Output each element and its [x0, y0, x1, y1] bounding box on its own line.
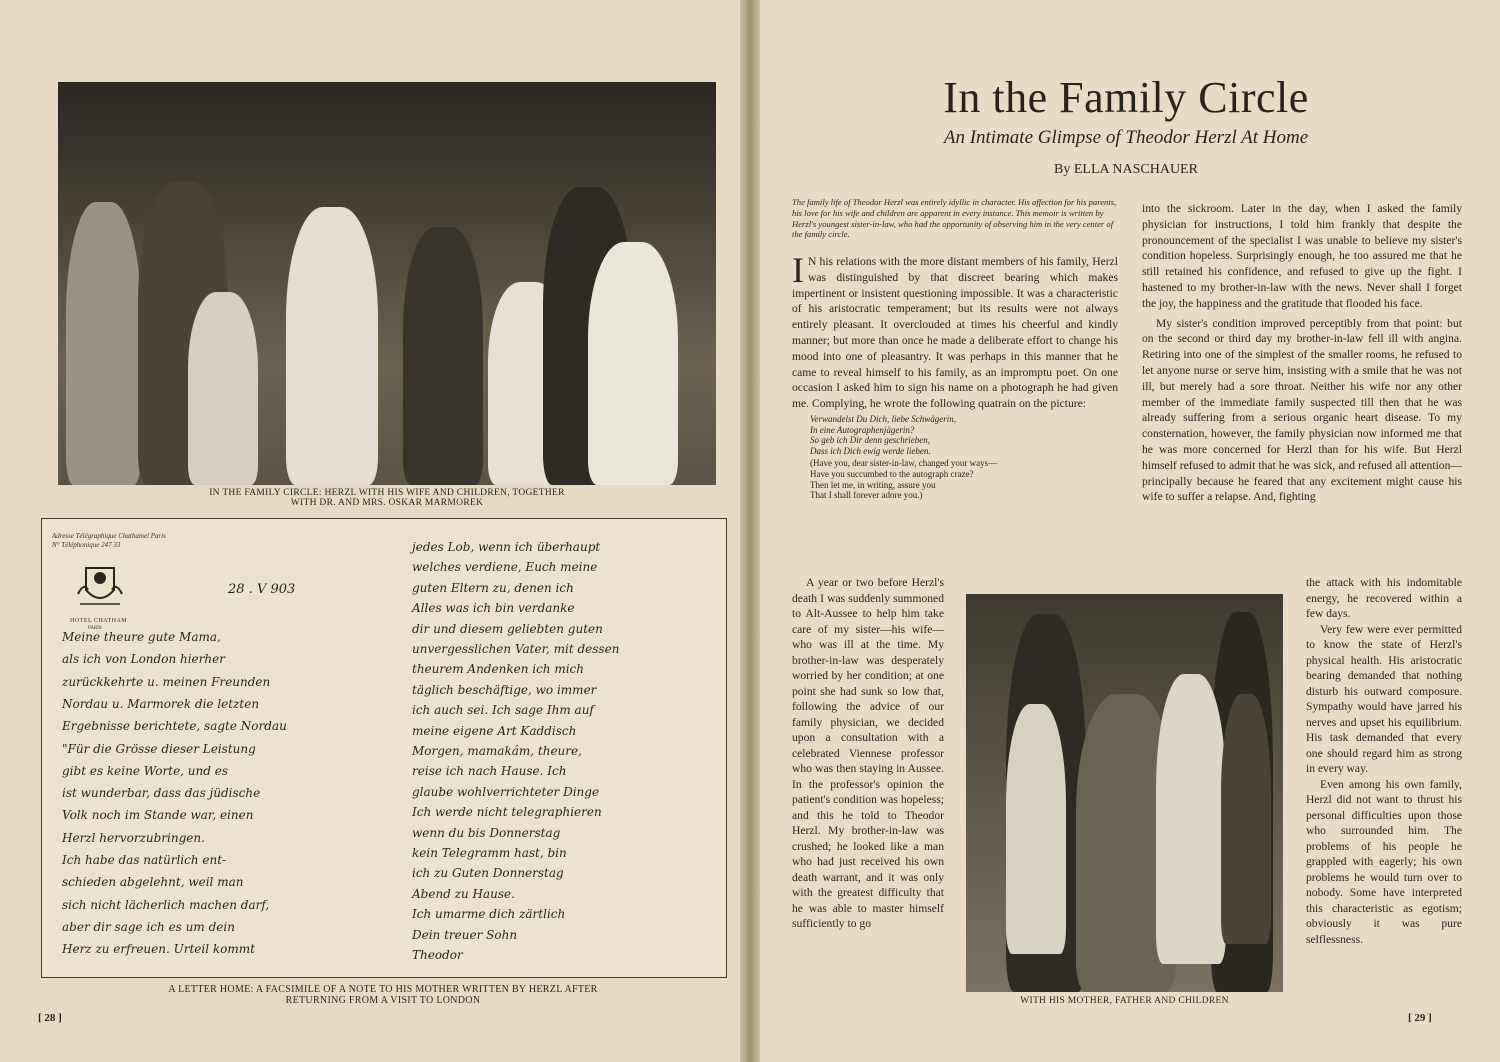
poem-de-line: Verwandelst Du Dich, liebe Schwägerin, — [810, 413, 956, 424]
letter-handwritten-line: Alles was ich bin verdanke — [412, 601, 575, 616]
letter-handwritten-line: unvergesslichen Vater, mit dessen — [412, 642, 620, 656]
alt-aussee-paragraph: A year or two before Herzl's death I was suddenly summoned to Alt-Aussee to help him take care of my sister—his wife—who was ill at the time. My brother-in-law was desperately worried by her condition; at one point she had sunk so low that, following the advice of our family physician, we decided upon a consultation with a celebrated Viennese professor who was then staying in Aussee. In the professor's opinion the patient's condition was hopeless; and this he told to Theodor Herzl. My brother-in-law was crushed; he looked like a man who had just received his own death warrant, and it was only with the greatest difficulty that he was able to master himself sufficiently to go — [792, 576, 944, 930]
letter-handwritten-line: täglich beschäftige, wo immer — [412, 682, 597, 697]
letter-handwritten-line: guten Eltern zu, denen ich — [412, 580, 574, 595]
left-page-number: [ 28 ] — [38, 1012, 62, 1024]
poem-en-line: (Have you, dear sister-in-law, changed your ways— — [810, 458, 998, 469]
poem-de-line: Dass ich Dich ewig werde lieben. — [810, 445, 931, 456]
letter-caption-line-2: RETURNING FROM A VISIT TO LONDON — [285, 995, 481, 1006]
article-column-1 — [792, 250, 1118, 501]
hotel-address-line: Adresse Télégraphique Chathamel Paris — [52, 532, 166, 540]
poem-english — [810, 458, 1118, 500]
family-photo-caption — [58, 488, 716, 508]
letter-handwritten-line: ich zu Guten Donnerstag — [412, 866, 564, 881]
letter-handwritten-line: dir und diesem geliebten guten — [412, 621, 603, 636]
hotel-phone-line: N° Téléphonique 247 33 — [52, 541, 121, 549]
letter-handwritten-line: Meine theure gute Mama, — [62, 630, 221, 644]
hotel-city: PARIS — [88, 626, 102, 631]
article-subtitle: An Intimate Glimpse of Theodor Herzl At Home — [943, 127, 1309, 148]
letter-caption-line-1: A LETTER HOME: A FACSIMILE OF A NOTE TO HIS MOTHER WRITTEN BY HERZL AFTER — [168, 984, 598, 995]
letter-handwritten-line: aber dir sage ich es um dein — [62, 919, 235, 934]
letter-handwritten-line: sich nicht lächerlich machen darf, — [62, 897, 270, 912]
sickroom-paragraph: into the sickroom. Later in the day, when I asked the family physician for instructions, I told him frankly that despite the pronouncement of the specialist I was unable to believe my sister's condition hopeless. Surprisingly enough, he too assured me that he still retained his confidence, and refused to give up the fight. I hastened to my brother-in-law with the news. Never shall I forget the joy, the happiness and the gratitude that flooded his face. — [1142, 202, 1462, 310]
letter-handwritten-line: glaube wohlverrichteter Dinge — [412, 784, 600, 799]
letter-caption — [41, 984, 725, 1006]
letter-handwritten-line: ich auch sei. Ich sage Ihm auf — [412, 703, 594, 718]
letter-handwritten-line: Ich umarme dich zärtlich — [412, 907, 566, 922]
letter-date: 28 . V 903 — [228, 582, 296, 597]
poem-en-line: Have you succumbed to the autograph craze? — [810, 468, 974, 479]
family-photo-caption-line-1: IN THE FAMILY CIRCLE: HERZL WITH HIS WIFE AND CHILDREN, TOGETHER — [209, 488, 565, 498]
family-circle-photo — [58, 82, 716, 485]
article-column-3 — [1306, 575, 1462, 947]
letter-handwritten-line: als ich von London hierher — [62, 652, 225, 667]
letter-handwritten-line: schieden abgelehnt, weil man — [62, 875, 244, 890]
hotel-crest-icon — [72, 560, 128, 614]
letter-handwritten-line: Dein treuer Sohn — [412, 927, 518, 942]
letter-handwritten-line: meine eigene Art Kaddisch — [412, 723, 577, 738]
poem-de-line: In eine Autographenjägerin? — [810, 424, 915, 435]
letter-handwritten-line: Ich werde nicht telegraphieren — [412, 805, 602, 820]
letter-handwritten-line: Abend zu Hause. — [412, 886, 515, 901]
article-intro: The family life of Theodor Herzl was entirely idyllic in character. His affection for his parents, his love for his wife and children are apparent in every instance. This memoir is written by Herzl's youngest sister-in-law, who had the opportunity of observing him in the very center of the family circle. — [792, 197, 1117, 240]
drop-cap: I — [792, 250, 804, 290]
letter-handwritten-line: "Für die Grösse dieser Leistung — [62, 741, 256, 756]
page-gutter — [740, 0, 760, 1062]
letter-handwritten-line: jedes Lob, wenn ich überhaupt — [412, 540, 601, 554]
health-paragraph: Very few were ever permitted to know the state of Herzl's physical health. His aristocratic bearing demanded that nothing disturb his outward composure. Sympathy would have jarred his nerves and upset his equilibrium. His task demanded that every one should regard him as strong in every way. — [1306, 622, 1462, 775]
letter-handwritten-line: welches verdiene, Euch meine — [412, 560, 598, 575]
letter-handwritten-line: Herz zu erfreuen. Urteil kommt — [62, 942, 255, 957]
letter-handwritten-line: gibt es keine Worte, und es — [62, 763, 229, 778]
letter-handwritten-line: reise ich nach Hause. Ich — [412, 764, 567, 779]
selflessness-paragraph: Even among his own family, Herzl did not want to thrust his personal difficulties upon those who surrounded him. The problems of his people he grappled with eagerly; his own problems he would turn over to nobody. Some have interpreted this characteristic as egotism; obviously it was pure selflessness. — [1306, 777, 1462, 946]
letter-handwritten-line: zurückkehrte u. meinen Freunden — [62, 674, 271, 689]
article-column-2 — [1142, 201, 1462, 505]
letter-handwritten-line: kein Telegramm hast, bin — [412, 846, 567, 860]
letter-handwritten-line: ist wunderbar, dass das jüdische — [62, 786, 261, 801]
opening-paragraph-text: N his relations with the more distant members of his family, Herzl was distinguished by that discreet bearing which makes impertinent or insistent questioning impossible. It was a characteristic of his aristocratic temperament; but its results were not always entirely pleasant. It overclouded at times his cheerful and kindly manner; but more than once he made a deliberate effort to change his mood into one of pleasantry. It was perhaps in this manner that he came to reveal himself to his family, as an impromptu poet. On one occasion I asked him to sign his name on a photograph he had given me. Complying, he wrote the following quatrain on the picture: — [792, 255, 1118, 411]
mother-father-photo-caption: WITH HIS MOTHER, FATHER AND CHILDREN — [1020, 996, 1229, 1006]
letter-handwritten-line: Herzl hervorzubringen. — [62, 830, 205, 845]
family-photo-caption-line-2: WITH DR. AND MRS. OSKAR MARMOREK — [290, 498, 484, 508]
letter-handwritten-line: Ergebnisse berichtete, sagte Nordau — [62, 719, 287, 734]
article-byline: By ELLA NASCHAUER — [1054, 162, 1198, 177]
poem-german — [810, 414, 1118, 456]
mother-father-children-photo — [966, 594, 1283, 992]
letter-handwritten-line: Nordau u. Marmorek die letzten — [62, 696, 260, 711]
right-page-number: [ 29 ] — [1408, 1012, 1432, 1024]
letter-handwritten-line: Volk noch im Stande war, einen — [62, 808, 254, 823]
letter-handwritten-line: wenn du bis Donnerstag — [412, 825, 561, 840]
angina-paragraph: My sister's condition improved perceptibly from that point: but on the second or third day my brother-in-law fell ill with angina. Retiring into one of the simplest of the smaller rooms, he refused to let anyone nurse or serve him, insisting with a smile that he was not ill, but merely had a sore throat. Neither his wife nor any other member of the immediate family suspected till then that he was already suffering from a serious organic heart disease. To my consternation, however, the family physician now informed me that he was more concerned for Herzl than for his wife. But Herzl himself refused to admit that he was sick, and refused all attention—principally because he feared that any excitement might cause his wife to suffer a relapse. And, fighting — [1142, 316, 1462, 504]
article-column-1-lower — [792, 575, 944, 932]
poem-de-line: So geb ich Dir denn geschrieben, — [810, 435, 930, 446]
letter-handwritten-line: theurem Andenken ich mich — [412, 662, 585, 677]
recovery-paragraph: the attack with his indomitable energy, he recovered within a few days. — [1306, 576, 1462, 620]
article-title: In the Family Circle — [943, 73, 1309, 122]
letter-handwritten-line: Morgen, mamakám, theure, — [412, 744, 582, 758]
poem-en-line: That I shall forever adore you.) — [810, 490, 923, 501]
letter-handwritten-line: Ich habe das natürlich ent- — [62, 853, 227, 867]
hotel-name: HOTEL CHATHAM — [70, 618, 128, 624]
poem-en-line: Then let me, in writing, assure you — [810, 479, 936, 490]
letter-handwritten-line: Theodor — [412, 948, 463, 962]
opening-paragraph — [792, 250, 1118, 412]
